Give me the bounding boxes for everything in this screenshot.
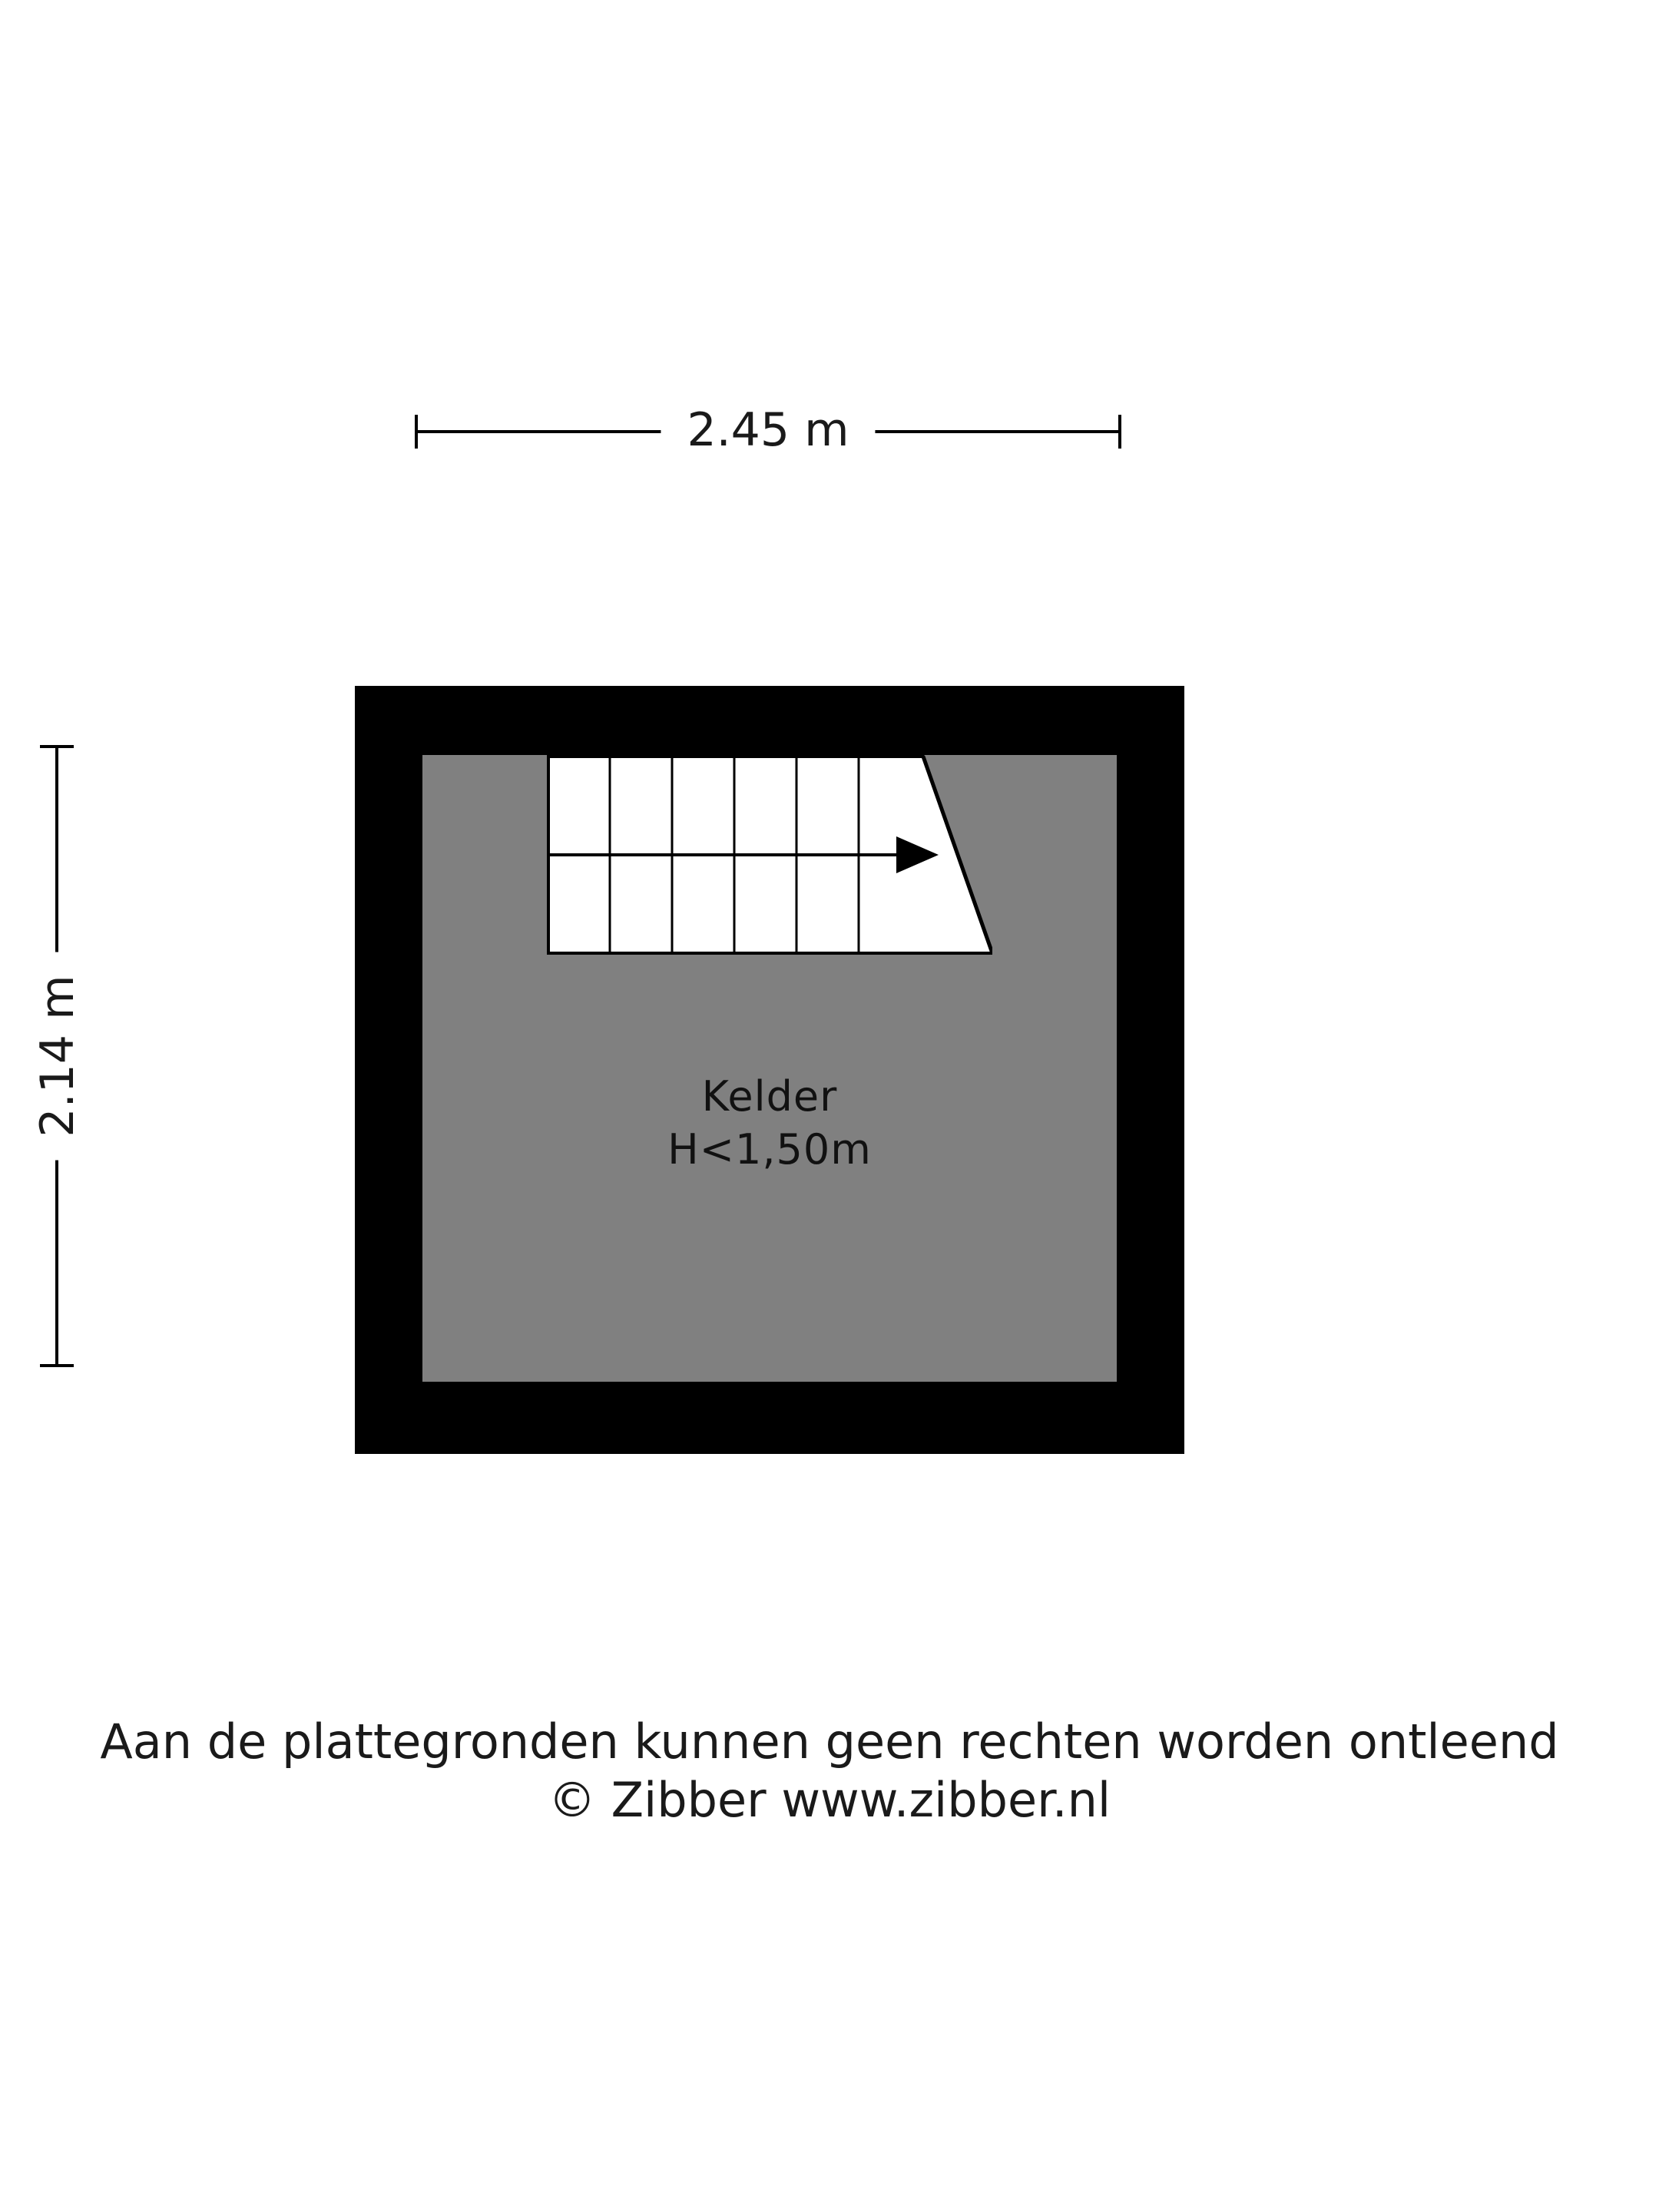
height-dimension-label: 2.14 m [25, 952, 90, 1160]
room-height-label: H<1,50m [667, 1125, 872, 1174]
width-dimension-cap-right [1118, 415, 1121, 449]
height-dimension [23, 745, 92, 1367]
width-dimension [415, 399, 1121, 461]
height-dimension-cap-bottom [40, 1364, 74, 1367]
room-label-group [422, 1070, 1117, 1176]
floor-plan [355, 686, 1184, 1454]
room-name-label: Kelder [701, 1072, 838, 1121]
footer-copyright: © Zibber www.zibber.nl [548, 1771, 1111, 1828]
footer [0, 1713, 1659, 1829]
footer-disclaimer: Aan de plattegronden kunnen geen rechten worden ontleend [100, 1714, 1559, 1770]
width-dimension-label: 2.45 m [661, 399, 875, 461]
height-dimension-cap-top [40, 745, 74, 748]
width-dimension-cap-left [415, 415, 418, 449]
staircase [547, 755, 992, 955]
